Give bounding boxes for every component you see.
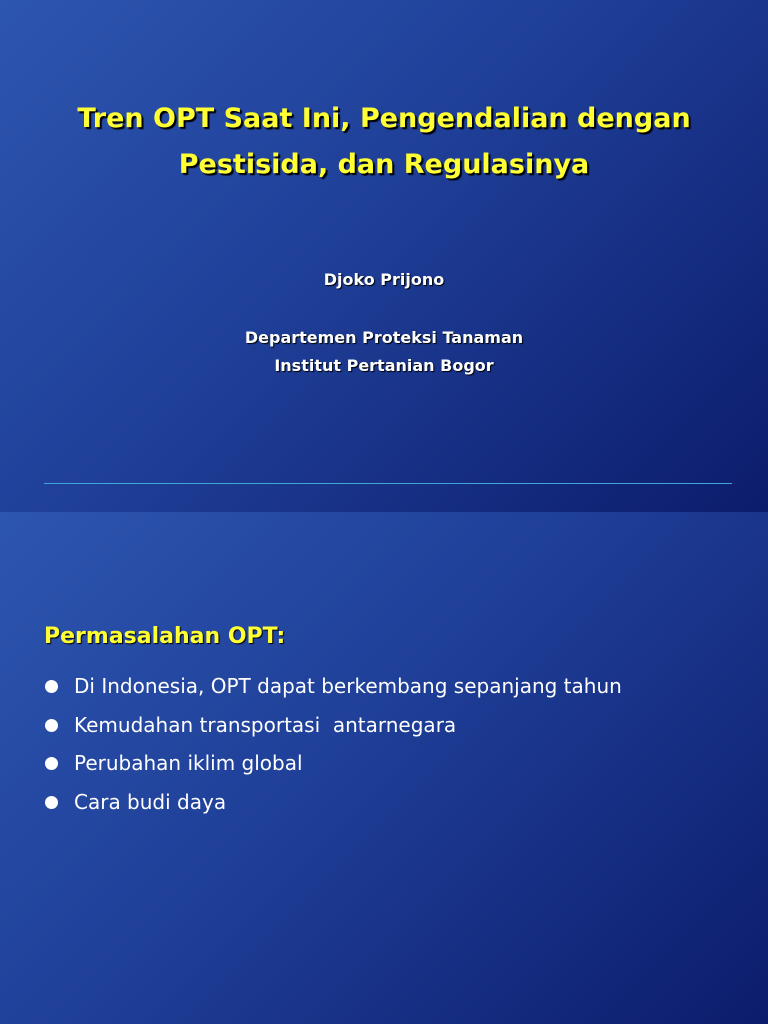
bullet-item (44, 668, 744, 707)
bullet-text: Di Indonesia, OPT dapat berkembang sepanjang tahun (74, 674, 622, 698)
slide-title-line-2: Pestisida, dan Regulasinya (178, 149, 590, 180)
slide-title (20, 96, 748, 188)
bullet-text: Kemudahan transportasi antarnegara (74, 712, 457, 737)
section-heading: Permasalahan OPT: (44, 624, 286, 649)
bullet-dot-icon (45, 680, 58, 693)
bullet-text: Cara budi daya (74, 790, 227, 815)
bullet-text: Perubahan iklim global (74, 751, 303, 776)
author-name: Djoko Prijono (323, 270, 445, 289)
bullet-dot-icon (45, 719, 58, 732)
bullet-dot-icon (45, 757, 58, 770)
bullet-item (44, 745, 744, 784)
affiliation (0, 324, 768, 380)
affiliation-department: Departemen Proteksi Tanaman (244, 328, 524, 347)
bullet-item (44, 707, 744, 746)
bullet-item (44, 784, 744, 823)
affiliation-institute: Institut Pertanian Bogor (274, 356, 494, 375)
divider-line (44, 483, 732, 484)
slide-title-line-1: Tren OPT Saat Ini, Pengendalian dengan (77, 103, 691, 134)
bullet-dot-icon (45, 796, 58, 809)
bullet-list (44, 668, 744, 823)
